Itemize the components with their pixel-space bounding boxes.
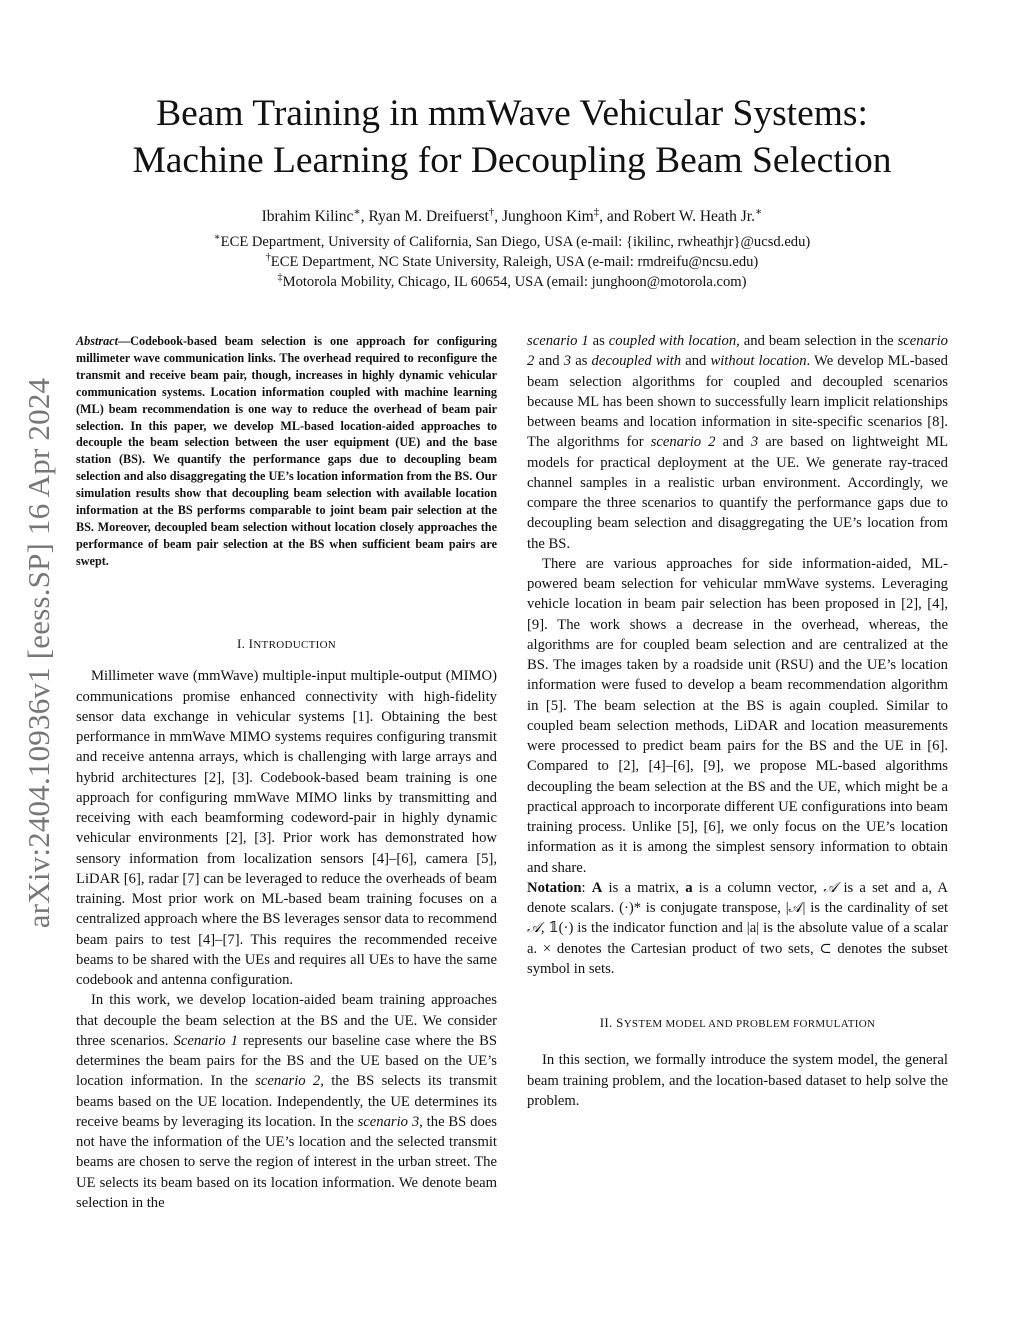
affiliation-text: ECE Department, University of California, San Diego, USA (e-mail: {ikilinc, rwheathjr}@ucsd.edu) (220, 234, 811, 250)
author-mark: ∗ (353, 205, 361, 218)
affiliation-1 (90, 232, 934, 252)
abstract-label: Abstract (76, 334, 118, 348)
arxiv-id: arXiv:2404.10936v1 [eess.SP] 16 Apr 2024 (21, 377, 57, 928)
paper-title (60, 90, 964, 184)
author-name: Ryan M. Dreifuerst (368, 208, 489, 225)
author-name: Junghoon Kim (501, 208, 594, 225)
notation-paragraph: Notation: A is a matrix, a is a column vector, 𝒜 is a set and a, A denote scalars. (·)* is conjugate transpose, |𝒜| is the cardinality of set 𝒜, 𝟙(·) is the indicator function and |a| is the absolute value of a scalar a. × denotes the Cartesian product of two sets, ⊂ denotes the subset symbol in sets. (527, 879, 949, 977)
intro-paragraph-2-continued: scenario 1 as coupled with location, and beam selection in the scenario 2 and 3 as decoupled with and without location. We develop ML-based beam selection algorithms for coupled and decoupled scenarios because ML has been shown to successfully learn implicit relationships between beams and location information in site-specific scenarios [8]. The algorithms for scenario 2 and 3 are based on lightweight ML models for practical deployment at the UE. We generate ray-traced channel samples in a realistic urban environment. Accordingly, we compare the three scenarios to quantify the performance gaps due to decoupling beam selection and disaggregating the UE’s location from the BS. (527, 333, 949, 552)
affiliation-mark: † (265, 252, 271, 264)
affiliation-text: Motorola Mobility, Chicago, IL 60654, USA (email: junghoon@motorola.com) (282, 274, 747, 290)
author-list (90, 206, 934, 228)
author-mark: ‡ (593, 205, 600, 218)
title-line-1: Beam Training in mmWave Vehicular Systems: (156, 93, 868, 134)
abstract (76, 333, 497, 570)
author-separator: , (494, 208, 502, 225)
title-line-2: Machine Learning for Decoupling Beam Selection (132, 140, 892, 181)
intro-paragraph-2: In this work, we develop location-aided beam training approaches that decouple the beam selection at the BS and the UE. We consider three scenarios. Scenario 1 represents our baseline case where the BS determines the beam pairs for the BS and the UE based on the UE’s location information. In the scenario 2, the BS selects its transmit beams based on the UE location. Independently, the UE determines its receive beams by leveraging its location. In the scenario 3, the BS does not have the information of the UE’s location and the selected transmit beams are chosen to serve the region of interest in the urban street. The UE selects its beam based on its location information. We denote beam selection in the (76, 992, 498, 1211)
section-heading-system-model: II. SYSTEM MODEL AND PROBLEM FORMULATION (599, 1015, 876, 1030)
intro-paragraph-3: There are various approaches for side information-aided, ML-powered beam selection for vehicular mmWave systems. Leveraging vehicle location in beam pair selection has been proposed in [2], [4], [9]. The work shows a decrease in the overhead, whereas, the algorithms are for coupled beam selection and are centralized at the BS. The images taken by a roadside unit (RSU) and the UE’s location information were fused to develop a beam recommendation algorithm in [5]. The beam selection at the BS is again coupled. Similar to coupled beam selection methods, LiDAR and location measurements were processed to predict beam pairs for the BS and the UE in [6]. Compared to [2], [4]–[6], [9], we propose ML-based algorithms decoupling the beam selection at the BS and the UE, which might be a practical approach to incorporate different UE configurations into beam training process. Unlike [5], [6], we only focus on the UE’s location information as it is among the simplest sensory information to obtain and share. (527, 555, 948, 876)
left-column (76, 634, 497, 1213)
system-model-paragraph-1: In this section, we formally introduce the system model, the general beam training problem, and the location-based dataset to help solve the problem. (527, 1052, 948, 1109)
section-heading-introduction: I. INTRODUCTION (236, 636, 337, 651)
arxiv-stamp (18, 345, 60, 960)
author-mark: † (488, 205, 495, 218)
affiliation-3 (90, 272, 934, 292)
author-mark: ∗ (754, 205, 763, 218)
intro-paragraph-2-part-a: , the BS does not have the information of the UE’s location and the selected transmit beams are chosen to serve the region of interest in the urban street. The UE selects its beam based on its location information. We denote beam selection in the (76, 1113, 497, 1211)
affiliation-2 (90, 252, 934, 272)
affiliation-mark: ∗ (213, 232, 221, 244)
author-name: Robert W. Heath Jr. (633, 208, 755, 225)
author-separator: , and (599, 208, 634, 225)
abstract-text: —Codebook-based beam selection is one approach for configuring millimeter wave communication links. The overhead required to reconfigure the transmit and receive beam pair, though, increases in highly dynamic vehicular communication systems. Location information coupled with machine learning (ML) beam recommendation is one way to reduce the overhead of beam pair selection. In this paper, we develop ML-based location-aided approaches to decouple the beam selection between the user equipment (UE) and the base station (BS). We quantify the performance gaps due to decoupling beam selection and also disaggregating the UE’s location information from the BS. Our simulation results show that decoupling beam selection with available location information at the BS performs comparable to joint beam pair selection at the BS. Moreover, decoupled beam selection without location closely approaches the performance of beam pair selection at the BS when sufficient beam pairs are swept. (76, 334, 497, 568)
affiliation-text: ECE Department, NC State University, Raleigh, USA (e-mail: rmdreifu@ncsu.edu) (270, 254, 759, 270)
author-name: Ibrahim Kilinc (261, 208, 354, 225)
intro-paragraph-1: Millimeter wave (mmWave) multiple-input multiple-output (MIMO) communications promise enhanced connectivity with high-fidelity sensor data exchange in vehicular systems [1]. Obtaining the best performance in mmWave MIMO systems requires configuring transmit and receive antenna arrays, which is challenging with large arrays and hybrid architectures [2], [3]. Codebook-based beam training is one approach for configuring mmWave MIMO links by transmitting and receiving with each beamforming codeword-pair in highly dynamic vehicular environments [2], [3]. Prior work has demonstrated how sensory information from localization sensors [4]–[6], camera [5], LiDAR [6], radar [7] can be leveraged to reduce the overheads of beam training. Most prior work on ML-based beam training focuses on a centralized approach where the BS leverages sensor data to recommend beam pairs to test [4]–[7]. This requires the recommended receive beams to be shared with the UEs and requires all UEs to have the same codebook and antenna configuration. (76, 668, 497, 988)
author-separator: , (360, 208, 369, 225)
right-column (527, 331, 948, 1111)
affiliation-mark: ‡ (277, 272, 283, 284)
